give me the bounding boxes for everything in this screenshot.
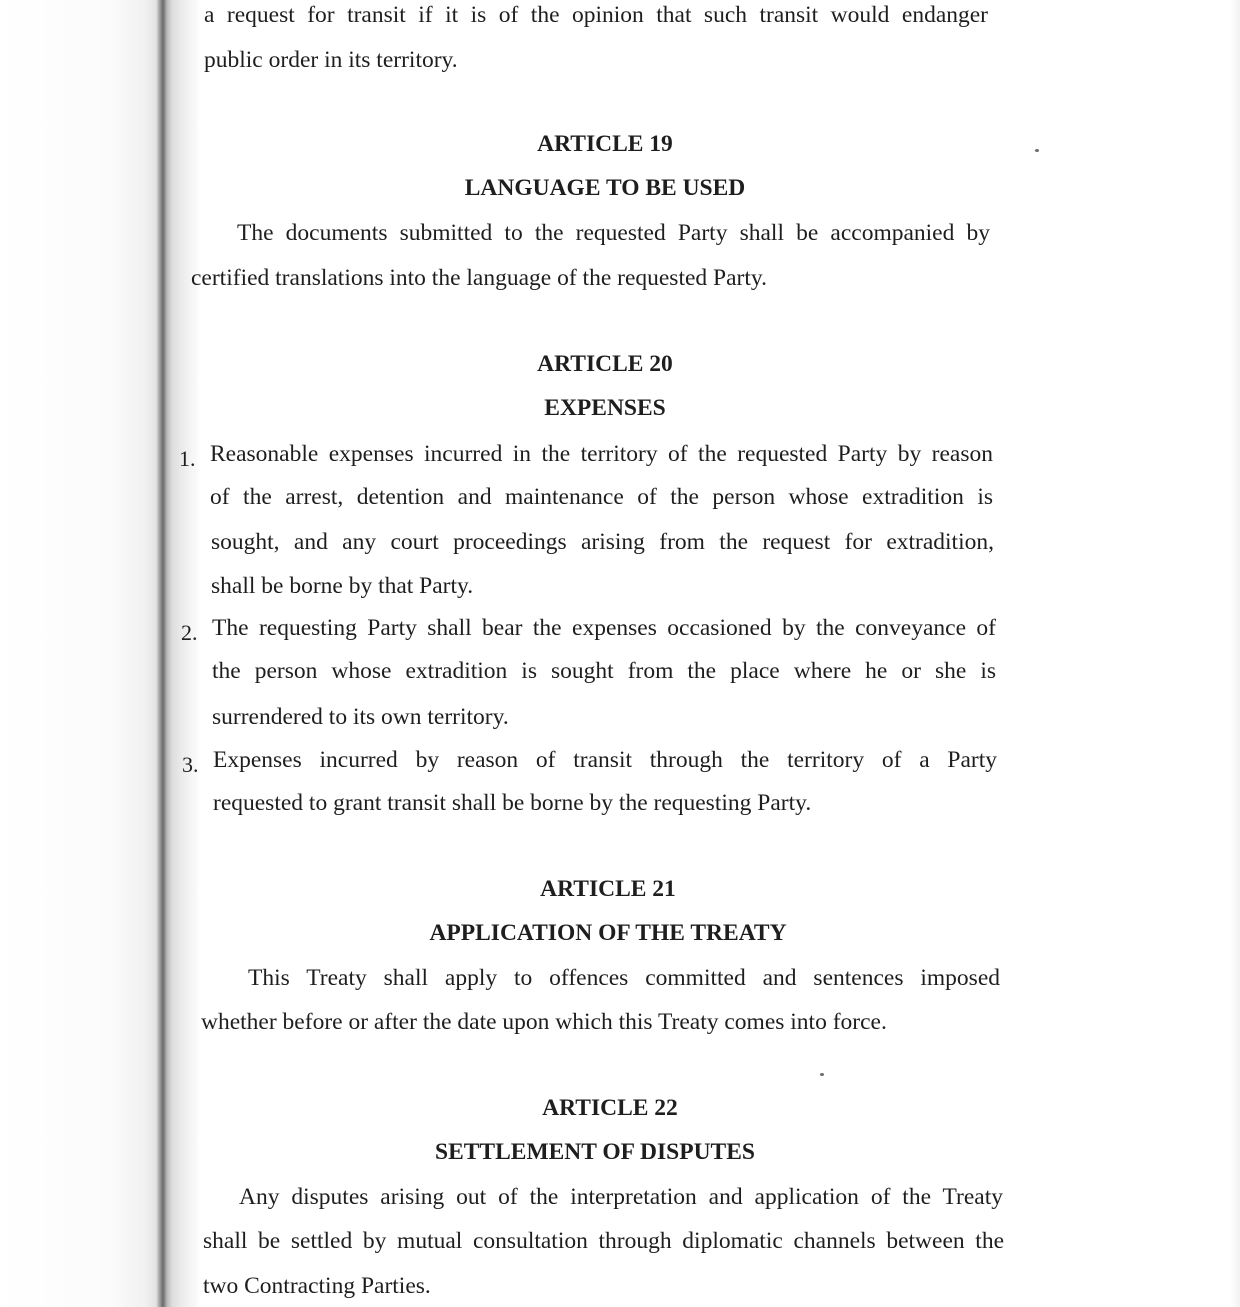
body-line: This Treaty shall apply to offences committed and sentences imposed bbox=[248, 965, 1000, 991]
list-item-line: Reasonable expenses incurred in the territory of the requested Party by reason bbox=[210, 441, 993, 467]
list-item-line: surrendered to its own territory. bbox=[212, 704, 509, 730]
body-line: certified translations into the language of the requested Party. bbox=[191, 265, 767, 291]
article-title: SETTLEMENT OF DISPUTES bbox=[435, 1139, 755, 1165]
list-item-number: 1. bbox=[179, 446, 196, 471]
scan-speck bbox=[820, 1073, 824, 1076]
list-item-line: the person whose extradition is sought from the place where he or she is bbox=[212, 658, 996, 684]
list-item-line: The requesting Party shall bear the expenses occasioned by the conveyance of bbox=[212, 615, 996, 641]
article-number: ARTICLE 19 bbox=[537, 131, 673, 157]
body-line: whether before or after the date upon which this Treaty comes into force. bbox=[201, 1009, 887, 1035]
article-number: ARTICLE 20 bbox=[537, 351, 673, 377]
list-item-line: sought, and any court proceedings arising from the request for extradition, bbox=[211, 529, 994, 555]
list-item-line: shall be borne by that Party. bbox=[211, 573, 474, 599]
list-item-line: of the arrest, detention and maintenance of the person whose extradition is bbox=[210, 484, 993, 510]
article-title: EXPENSES bbox=[544, 395, 666, 421]
list-item-line: Expenses incurred by reason of transit through the territory of a Party bbox=[213, 747, 997, 773]
body-line: a request for transit if it is of the opinion that such transit would endanger bbox=[204, 2, 988, 28]
article-title: APPLICATION OF THE TREATY bbox=[429, 920, 787, 946]
body-line: public order in its territory. bbox=[204, 47, 458, 73]
page-edge-shadow bbox=[1230, 0, 1240, 1307]
body-line: The documents submitted to the requested Party shall be accompanied by bbox=[237, 220, 990, 246]
body-line: Any disputes arising out of the interpretation and application of the Treaty bbox=[239, 1184, 1003, 1210]
page-binding-shadow bbox=[0, 0, 200, 1307]
article-number: ARTICLE 21 bbox=[540, 876, 676, 902]
list-item-number: 2. bbox=[181, 620, 198, 645]
body-line: two Contracting Parties. bbox=[203, 1273, 431, 1299]
body-line: shall be settled by mutual consultation through diplomatic channels between the bbox=[203, 1228, 1004, 1254]
article-number: ARTICLE 22 bbox=[542, 1095, 678, 1121]
list-item-number: 3. bbox=[182, 752, 199, 777]
list-item-line: requested to grant transit shall be borne by the requesting Party. bbox=[213, 790, 812, 816]
scan-speck bbox=[1035, 149, 1039, 152]
article-title: LANGUAGE TO BE USED bbox=[464, 175, 746, 201]
